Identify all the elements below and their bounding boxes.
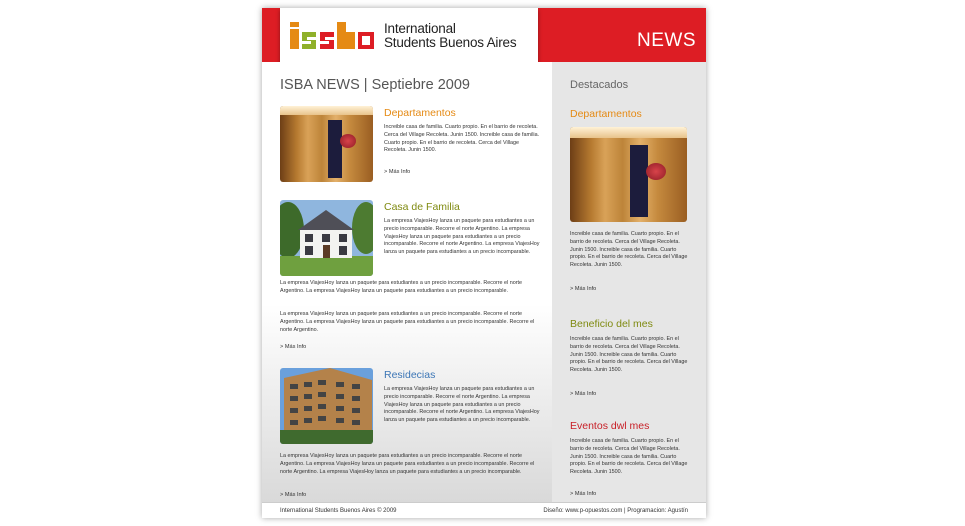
article-text: La empresa ViajesHoy lanza un paquete para estudiantes a un precio incomparable. Recorre el norte Argentino. La empresa ViajesHoy lanza un paquete para estudiantes a un precio incomparable. Recorre el norte Argentino. La empresa ViajesHoy lanza un paquete para estudiantes a un precio incomparable.: [384, 386, 540, 424]
sidebar-block-departamentos: [570, 108, 690, 298]
sidebar-block-text: Increible casa de familia. Cuarto propio. En el barrio de recoleta. Cerca del Village Recoleta. Junin 1500. Increible casa de familia. Cuarto propio. En el barrio de recoleta. Cerca del Village Recoleta. Junin 1500.: [570, 336, 688, 374]
more-info-link[interactable]: > Más Info: [384, 169, 411, 175]
sidebar-block-beneficio: [570, 318, 690, 408]
apartment-photo[interactable]: [280, 106, 373, 182]
footer: [262, 502, 706, 518]
main-column: [262, 62, 552, 502]
logo-line1: International: [384, 21, 456, 36]
article-extra-text: La empresa ViajesHoy lanza un paquete para estudiantes a un precio incomparable. Recorre el norte Argentino. La empresa ViajesHoy lanza un paquete para estudiantes a un precio incomparable. Recorre el norte Argentino.: [280, 311, 535, 333]
article-text: La empresa ViajesHoy lanza un paquete para estudiantes a un precio incomparable. Recorre el norte Argentino. La empresa ViajesHoy lanza un paquete para estudiantes a un precio incomparable. Recorre el norte Argentino. La empresa ViajesHoy lanza un paquete para estudiantes a un precio incomparable.: [384, 218, 540, 256]
article-residencias: [280, 368, 542, 503]
newsletter-page: [262, 8, 706, 518]
more-info-link[interactable]: > Más Info: [280, 344, 307, 350]
news-section-title: NEWS: [637, 30, 696, 51]
more-info-link[interactable]: > Más Info: [570, 286, 597, 292]
article-title[interactable]: Casa de Familia: [384, 201, 460, 213]
sidebar-block-title[interactable]: Eventos dwl mes: [570, 420, 650, 432]
more-info-link[interactable]: > Más Info: [570, 491, 597, 497]
article-casa-de-familia: [280, 200, 542, 360]
house-photo[interactable]: [280, 200, 373, 276]
sidebar-block-text: Increible casa de familia. Cuarto propio. En el barrio de recoleta. Cerca del Village Recoleta. Junin 1500. Increible casa de familia. Cuarto propio. En el barrio de recoleta. Cerca del Village Recoleta. Junin 1500.: [570, 231, 688, 269]
sidebar-title: Destacados: [570, 79, 629, 91]
sidebar-block-title[interactable]: Beneficio del mes: [570, 318, 653, 330]
more-info-link[interactable]: > Más Info: [570, 391, 597, 397]
sidebar-block-eventos: [570, 420, 690, 500]
footer-copyright: International Students Buenos Aires © 2009: [280, 508, 397, 514]
isba-logo[interactable]: [280, 8, 538, 66]
more-info-link[interactable]: > Más Info: [280, 492, 307, 498]
article-departamentos: [280, 106, 542, 186]
header-bar: [262, 8, 706, 62]
article-title[interactable]: Residecias: [384, 369, 436, 381]
logo-wordmark: [384, 22, 516, 50]
sidebar: [552, 62, 706, 502]
building-photo[interactable]: [280, 368, 373, 444]
article-extra-text: La empresa ViajesHoy lanza un paquete para estudiantes a un precio incomparable. Recorre el norte Argentino. La empresa ViajesHoy lanza un paquete para estudiantes a un precio incomparable. Recorre el norte Argentino. La empresa ViajesHoy lanza un paquete para estudiantes a un precio incomparable.: [280, 453, 535, 475]
article-extra-text: La empresa ViajesHoy lanza un paquete para estudiantes a un precio incomparable. Recorre el norte Argentino. La empresa ViajesHoy lanza un paquete para estudiantes a un precio incomparable.: [280, 280, 523, 294]
logo-line2: Students Buenos Aires: [384, 35, 517, 50]
article-title[interactable]: Departamentos: [384, 107, 456, 119]
article-text: Increible casa de familia. Cuarto propio. En el barrio de recoleta. Cerca del Village Recoleta. Junin 1500. Increible casa de familia. Cuarto propio. En el barrio de recoleta. Cerca del Village Recoleta. Junin 1500.: [384, 124, 540, 154]
sidebar-block-title[interactable]: Departamentos: [570, 108, 642, 120]
issue-title: ISBA NEWS | Septiebre 2009: [280, 77, 470, 93]
sidebar-block-text: Increible casa de familia. Cuarto propio. En el barrio de recoleta. Cerca del Village Recoleta. Junin 1500. Increible casa de familia. Cuarto propio. En el barrio de recoleta. Cerca del Village Recoleta. Junin 1500.: [570, 438, 688, 476]
isba-logo-mark: [290, 22, 388, 52]
apartment-photo[interactable]: [570, 127, 687, 222]
footer-credits[interactable]: Diseño: www.p-opuestos.com | Programacion: Agustín: [543, 508, 688, 514]
